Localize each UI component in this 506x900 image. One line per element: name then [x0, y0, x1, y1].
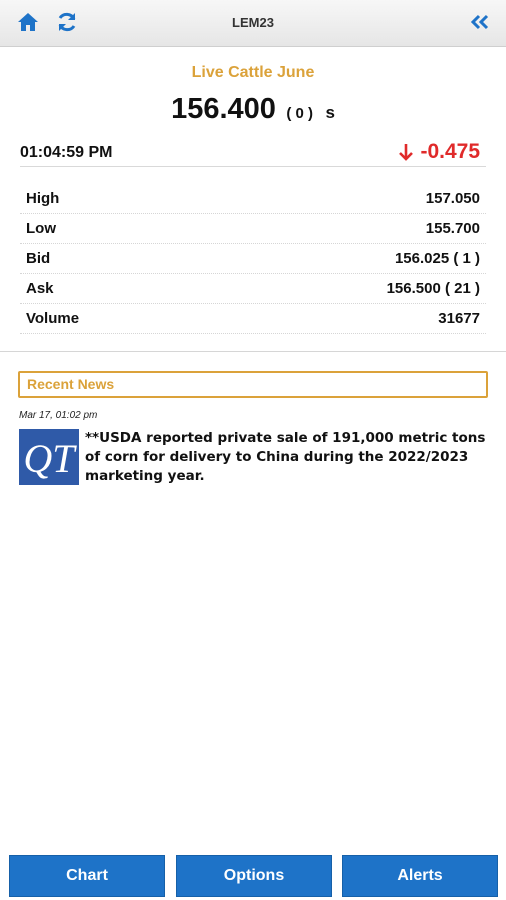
stat-row-volume — [20, 304, 486, 334]
stat-value: 156.025 ( 1 ) — [394, 250, 480, 267]
alerts-button[interactable]: Alerts — [342, 855, 498, 897]
news-date: Mar 17, 01:02 pm — [19, 410, 98, 421]
stat-value: 155.700 — [425, 220, 480, 237]
stat-value: 157.050 — [425, 190, 480, 207]
quote-time: 01:04:59 PM — [20, 144, 113, 161]
price-line — [0, 93, 506, 126]
header-title: LEM23 — [232, 15, 274, 30]
price-change-count: ( 0 ) — [286, 105, 314, 122]
recent-news-header — [18, 371, 488, 398]
top-bar — [0, 0, 506, 47]
qt-logo-icon — [19, 429, 79, 485]
double-chevron-left-icon[interactable] — [467, 9, 493, 35]
stat-row-low — [20, 214, 486, 244]
chart-button[interactable]: Chart — [9, 855, 165, 897]
time-row — [20, 140, 486, 167]
last-price: 156.400 — [171, 93, 276, 125]
stat-value: 31677 — [438, 310, 480, 327]
stat-label: Bid — [26, 250, 51, 267]
stat-label: High — [26, 190, 60, 207]
stat-row-high — [20, 184, 486, 214]
net-change-value: -0.475 — [420, 140, 480, 163]
stats-table — [20, 184, 486, 334]
instrument-name: Live Cattle June — [191, 64, 315, 81]
stat-label: Low — [26, 220, 56, 237]
price-flag: s — [325, 103, 335, 122]
logo-text: QT — [23, 436, 75, 481]
stat-label: Volume — [26, 310, 80, 327]
options-button[interactable]: Options — [176, 855, 332, 897]
section-divider — [0, 351, 506, 352]
recent-news-title: Recent News — [27, 376, 115, 392]
news-headline[interactable]: **USDA reported private sale of 191,000 metric tons of corn for delivery to China during the 2022/2023 marketing year. — [85, 430, 486, 484]
arrow-down-icon — [398, 143, 414, 161]
stat-label: Ask — [26, 280, 54, 297]
net-change — [398, 140, 480, 164]
stat-row-ask — [20, 274, 486, 304]
bottom-nav — [0, 851, 506, 900]
stat-row-bid — [20, 244, 486, 274]
stat-value: 156.500 ( 21 ) — [386, 280, 480, 297]
